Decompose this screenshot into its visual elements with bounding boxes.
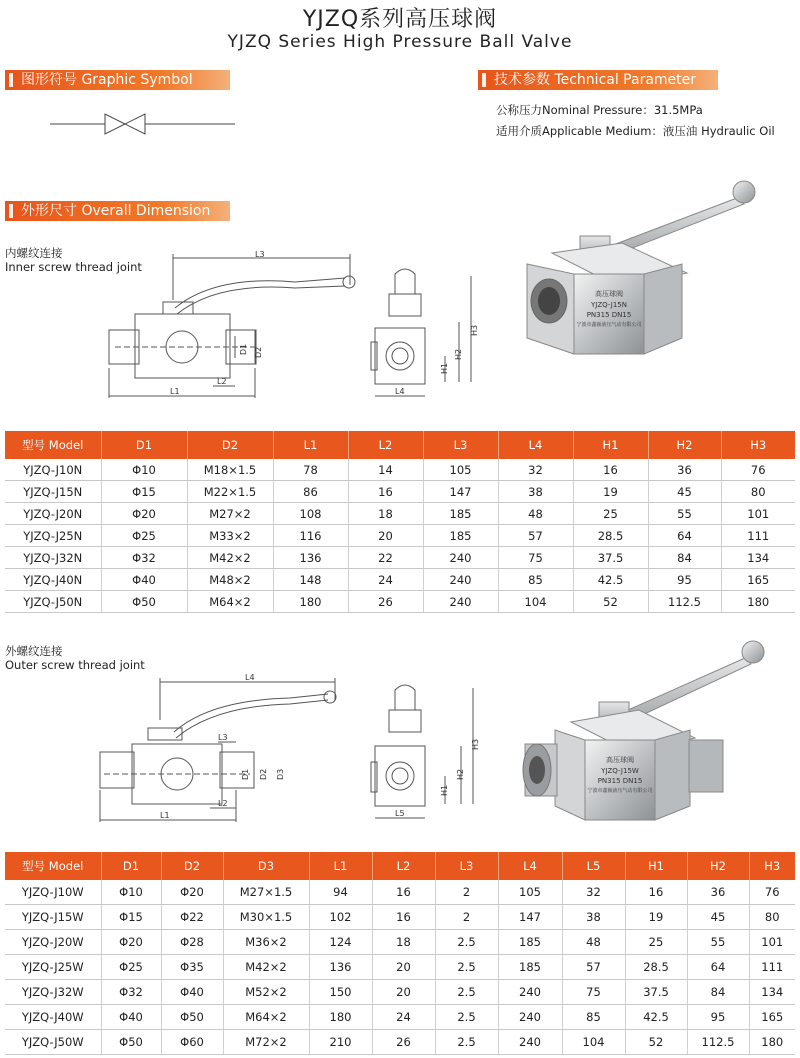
outer-cell: 150 — [309, 980, 372, 1005]
outer-cell: 76 — [749, 880, 795, 905]
table-row — [5, 503, 795, 525]
inner-cell: Φ20 — [101, 503, 187, 525]
outer-photo-text-3: 宁波市鑫瓯液压气动有限公司 — [587, 788, 653, 794]
outer-cell: 25 — [625, 930, 687, 955]
outer-cell: YJZQ-J20W — [5, 930, 101, 955]
section-technical-parameter — [478, 70, 718, 90]
inner-cell: 14 — [348, 459, 423, 481]
inner-cell: Φ32 — [101, 547, 187, 569]
inner-cell: 38 — [498, 481, 573, 503]
inner-cell: 112.5 — [648, 591, 721, 613]
outer-cell: 38 — [562, 905, 625, 930]
outer-cell: 48 — [562, 930, 625, 955]
inner-cell: YJZQ-J50N — [5, 591, 101, 613]
inner-cell: 45 — [648, 481, 721, 503]
table-row — [5, 591, 795, 613]
inner-photo-text-2: PN315 DN15 — [586, 311, 632, 319]
inner-cell: 240 — [423, 591, 498, 613]
inner-cell: 55 — [648, 503, 721, 525]
inner-front-label-l1: L1 — [170, 387, 180, 396]
outer-front-label-l4: L4 — [245, 673, 255, 682]
outer-side-label-h2: H2 — [456, 768, 465, 780]
outer-cell: Φ60 — [161, 1030, 223, 1055]
inner-cell: 20 — [348, 525, 423, 547]
outer-cell: 16 — [625, 880, 687, 905]
outer-cell: Φ15 — [101, 905, 161, 930]
outer-cell: 2.5 — [435, 1030, 498, 1055]
table-row — [5, 930, 795, 955]
outer-cell: 57 — [562, 955, 625, 980]
outer-table-header — [5, 852, 795, 880]
outer-cell: 2.5 — [435, 980, 498, 1005]
outer-cell: YJZQ-J25W — [5, 955, 101, 980]
inner-table-header — [5, 431, 795, 459]
inner-cell: YJZQ-J32N — [5, 547, 101, 569]
table-row — [5, 525, 795, 547]
outer-cell: Φ40 — [161, 980, 223, 1005]
outer-cell: Φ35 — [161, 955, 223, 980]
outer-cell: 112.5 — [687, 1030, 749, 1055]
inner-cell: YJZQ-J25N — [5, 525, 101, 547]
inner-cell: YJZQ-J20N — [5, 503, 101, 525]
outer-cell: Φ50 — [101, 1030, 161, 1055]
outer-cell: Φ22 — [161, 905, 223, 930]
inner-header-cell: L1 — [273, 431, 348, 459]
inner-joint-label-en: Inner screw thread joint — [5, 260, 142, 274]
inner-cell: 32 — [498, 459, 573, 481]
inner-cell: 148 — [273, 569, 348, 591]
outer-cell: 180 — [749, 1030, 795, 1055]
outer-side-label-h3: H3 — [471, 738, 480, 750]
outer-cell: 240 — [498, 980, 562, 1005]
inner-front-label-l3: L3 — [255, 250, 265, 259]
outer-cell: 147 — [498, 905, 562, 930]
inner-cell: 134 — [721, 547, 795, 569]
outer-cell: 42.5 — [625, 1005, 687, 1030]
outer-header-cell: L1 — [309, 852, 372, 880]
table-row — [5, 905, 795, 930]
inner-cell: 185 — [423, 503, 498, 525]
inner-cell: 42.5 — [573, 569, 648, 591]
inner-cell: 165 — [721, 569, 795, 591]
inner-cell: Φ10 — [101, 459, 187, 481]
outer-cell: 37.5 — [625, 980, 687, 1005]
section-graphic-symbol-label: 图形符号 Graphic Symbol — [21, 72, 193, 88]
outer-cell: 165 — [749, 1005, 795, 1030]
param-pressure: 公称压力Nominal Pressure：31.5MPa — [496, 103, 703, 117]
inner-table-body — [5, 459, 795, 613]
outer-cell: Φ28 — [161, 930, 223, 955]
outer-cell: 20 — [372, 955, 435, 980]
outer-cell: 84 — [687, 980, 749, 1005]
outer-cell: 102 — [309, 905, 372, 930]
outer-cell: 20 — [372, 980, 435, 1005]
outer-cell: 36 — [687, 880, 749, 905]
outer-header-cell: L2 — [372, 852, 435, 880]
outer-cell: M30×1.5 — [223, 905, 309, 930]
outer-side-label-h1: H1 — [440, 784, 449, 796]
inner-cell: 104 — [498, 591, 573, 613]
inner-cell: 25 — [573, 503, 648, 525]
inner-cell: 76 — [721, 459, 795, 481]
outer-front-drawing — [90, 670, 370, 830]
table-row — [5, 955, 795, 980]
inner-cell: M27×2 — [187, 503, 273, 525]
outer-cell: YJZQ-J10W — [5, 880, 101, 905]
inner-cell: 86 — [273, 481, 348, 503]
outer-cell: 55 — [687, 930, 749, 955]
outer-cell: 2 — [435, 905, 498, 930]
inner-cell: 78 — [273, 459, 348, 481]
inner-header-cell: H3 — [721, 431, 795, 459]
inner-side-drawing — [365, 262, 495, 407]
inner-cell: YJZQ-J15N — [5, 481, 101, 503]
outer-cell: 185 — [498, 955, 562, 980]
outer-side-drawing — [365, 680, 495, 830]
inner-front-label-l2: L2 — [217, 377, 227, 386]
inner-header-cell: H1 — [573, 431, 648, 459]
inner-side-label-l4: L4 — [395, 387, 405, 396]
outer-cell: M64×2 — [223, 1005, 309, 1030]
outer-cell: 185 — [498, 930, 562, 955]
outer-header-cell: H2 — [687, 852, 749, 880]
outer-cell: 75 — [562, 980, 625, 1005]
inner-cell: 52 — [573, 591, 648, 613]
outer-table-body — [5, 880, 795, 1055]
inner-cell: M22×1.5 — [187, 481, 273, 503]
outer-cell: YJZQ-J50W — [5, 1030, 101, 1055]
inner-cell: 240 — [423, 547, 498, 569]
outer-cell: M27×1.5 — [223, 880, 309, 905]
inner-cell: Φ40 — [101, 569, 187, 591]
outer-header-cell: H3 — [749, 852, 795, 880]
inner-cell: 95 — [648, 569, 721, 591]
section-graphic-symbol — [5, 70, 230, 90]
outer-photo-text-0: 高压球阀 — [606, 756, 634, 764]
inner-header-cell: D2 — [187, 431, 273, 459]
inner-cell: 36 — [648, 459, 721, 481]
outer-cell: Φ40 — [101, 1005, 161, 1030]
inner-cell: M33×2 — [187, 525, 273, 547]
inner-front-label-d2: D2 — [254, 346, 263, 358]
outer-cell: 240 — [498, 1005, 562, 1030]
outer-cell: 2.5 — [435, 930, 498, 955]
outer-cell: M42×2 — [223, 955, 309, 980]
outer-cell: 124 — [309, 930, 372, 955]
inner-cell: 48 — [498, 503, 573, 525]
inner-cell: 180 — [273, 591, 348, 613]
inner-cell: M64×2 — [187, 591, 273, 613]
inner-front-drawing — [95, 250, 365, 410]
outer-cell: Φ50 — [161, 1005, 223, 1030]
inner-cell: 105 — [423, 459, 498, 481]
outer-cell: YJZQ-J15W — [5, 905, 101, 930]
outer-front-label-l1: L1 — [160, 811, 170, 820]
inner-cell: YJZQ-J40N — [5, 569, 101, 591]
outer-cell: 24 — [372, 1005, 435, 1030]
outer-cell: 80 — [749, 905, 795, 930]
outer-cell: 136 — [309, 955, 372, 980]
inner-cell: Φ50 — [101, 591, 187, 613]
outer-cell: 26 — [372, 1030, 435, 1055]
outer-cell: Φ20 — [101, 930, 161, 955]
inner-photo-text-1: YJZQ-J15N — [591, 301, 627, 309]
outer-header-cell: 型号 Model — [5, 852, 101, 880]
outer-joint-label-cn: 外螺纹连接 — [5, 644, 63, 658]
inner-header-cell: L4 — [498, 431, 573, 459]
outer-valve-photo — [515, 640, 785, 830]
inner-cell: 75 — [498, 547, 573, 569]
outer-header-cell: L5 — [562, 852, 625, 880]
outer-cell: 2 — [435, 880, 498, 905]
inner-header-cell: H2 — [648, 431, 721, 459]
inner-header-cell: L3 — [423, 431, 498, 459]
table-row — [5, 1030, 795, 1055]
table-row — [5, 880, 795, 905]
outer-header-cell: D2 — [161, 852, 223, 880]
section-technical-parameter-label: 技术参数 Technical Parameter — [494, 72, 697, 88]
outer-cell: 111 — [749, 955, 795, 980]
outer-cell: Φ25 — [101, 955, 161, 980]
outer-header-cell: L4 — [498, 852, 562, 880]
outer-header-cell: L3 — [435, 852, 498, 880]
table-row — [5, 547, 795, 569]
inner-cell: 16 — [573, 459, 648, 481]
inner-cell: M18×1.5 — [187, 459, 273, 481]
outer-cell: 134 — [749, 980, 795, 1005]
page-title-en: YJZQ Series High Pressure Ball Valve — [227, 32, 573, 52]
outer-cell: M72×2 — [223, 1030, 309, 1055]
section-overall-dimension — [5, 201, 230, 221]
outer-header-cell: D1 — [101, 852, 161, 880]
outer-spec-table — [5, 852, 795, 1055]
inner-cell: 24 — [348, 569, 423, 591]
table-row — [5, 481, 795, 503]
outer-cell: YJZQ-J32W — [5, 980, 101, 1005]
outer-cell: 240 — [498, 1030, 562, 1055]
inner-cell: Φ15 — [101, 481, 187, 503]
outer-cell: 32 — [562, 880, 625, 905]
inner-cell: 240 — [423, 569, 498, 591]
outer-cell: 104 — [562, 1030, 625, 1055]
inner-cell: 84 — [648, 547, 721, 569]
outer-cell: 94 — [309, 880, 372, 905]
outer-header-cell: D3 — [223, 852, 309, 880]
outer-cell: 2.5 — [435, 1005, 498, 1030]
outer-header-cell: H1 — [625, 852, 687, 880]
outer-cell: 101 — [749, 930, 795, 955]
inner-header-cell: D1 — [101, 431, 187, 459]
inner-cell: 22 — [348, 547, 423, 569]
outer-cell: Φ20 — [161, 880, 223, 905]
outer-front-label-l3: L3 — [218, 733, 228, 742]
outer-photo-text-2: PN315 DN15 — [597, 777, 643, 785]
inner-cell: 16 — [348, 481, 423, 503]
inner-cell: 111 — [721, 525, 795, 547]
outer-cell: 210 — [309, 1030, 372, 1055]
inner-side-label-h1: H1 — [440, 362, 449, 374]
outer-cell: 2.5 — [435, 955, 498, 980]
table-row — [5, 1005, 795, 1030]
inner-cell: 136 — [273, 547, 348, 569]
inner-joint-label-cn: 内螺纹连接 — [5, 246, 63, 260]
outer-cell: M52×2 — [223, 980, 309, 1005]
inner-cell: 19 — [573, 481, 648, 503]
outer-joint-label — [5, 644, 145, 672]
inner-header-cell: L2 — [348, 431, 423, 459]
inner-cell: Φ25 — [101, 525, 187, 547]
inner-photo-text-0: 高压球阀 — [595, 290, 623, 298]
inner-cell: 26 — [348, 591, 423, 613]
outer-cell: 28.5 — [625, 955, 687, 980]
outer-photo-text-1: YJZQ-J15W — [601, 767, 639, 775]
inner-cell: 37.5 — [573, 547, 648, 569]
inner-spec-table — [5, 431, 795, 613]
outer-front-label-d3: D3 — [276, 768, 285, 780]
inner-cell: 147 — [423, 481, 498, 503]
outer-cell: 16 — [372, 905, 435, 930]
outer-front-label-d1: D1 — [241, 768, 250, 780]
table-row — [5, 980, 795, 1005]
outer-cell: 64 — [687, 955, 749, 980]
inner-header-cell: 型号 Model — [5, 431, 101, 459]
inner-cell: 185 — [423, 525, 498, 547]
inner-cell: 18 — [348, 503, 423, 525]
outer-cell: 105 — [498, 880, 562, 905]
inner-cell: 28.5 — [573, 525, 648, 547]
inner-cell: 101 — [721, 503, 795, 525]
inner-cell: M42×2 — [187, 547, 273, 569]
outer-cell: Φ10 — [101, 880, 161, 905]
outer-front-label-d2: D2 — [259, 768, 268, 780]
inner-cell: M48×2 — [187, 569, 273, 591]
inner-cell: YJZQ-J10N — [5, 459, 101, 481]
inner-front-label-d1: D1 — [239, 343, 248, 355]
inner-cell: 108 — [273, 503, 348, 525]
inner-side-label-h3: H3 — [470, 324, 479, 336]
inner-valve-photo — [512, 178, 782, 363]
outer-cell: 52 — [625, 1030, 687, 1055]
param-medium: 适用介质Applicable Medium：液压油 Hydraulic Oil — [496, 124, 775, 138]
section-overall-dimension-label: 外形尺寸 Overall Dimension — [21, 203, 211, 219]
table-row — [5, 459, 795, 481]
outer-cell: 16 — [372, 880, 435, 905]
outer-side-label-l5: L5 — [395, 809, 405, 818]
inner-cell: 180 — [721, 591, 795, 613]
outer-cell: YJZQ-J40W — [5, 1005, 101, 1030]
valve-graphic-symbol — [50, 110, 240, 138]
inner-cell: 80 — [721, 481, 795, 503]
outer-cell: 85 — [562, 1005, 625, 1030]
inner-cell: 116 — [273, 525, 348, 547]
outer-cell: 19 — [625, 905, 687, 930]
inner-side-label-h2: H2 — [454, 348, 463, 360]
table-row — [5, 569, 795, 591]
inner-cell: 57 — [498, 525, 573, 547]
outer-cell: M36×2 — [223, 930, 309, 955]
outer-cell: 18 — [372, 930, 435, 955]
page-title-cn: YJZQ系列高压球阀 — [302, 7, 498, 32]
inner-photo-text-3: 宁波市鑫瓯液压气动有限公司 — [576, 322, 642, 328]
outer-cell: 95 — [687, 1005, 749, 1030]
outer-cell: 45 — [687, 905, 749, 930]
outer-joint-label-en: Outer screw thread joint — [5, 658, 145, 672]
outer-cell: Φ32 — [101, 980, 161, 1005]
outer-cell: 180 — [309, 1005, 372, 1030]
inner-cell: 64 — [648, 525, 721, 547]
inner-cell: 85 — [498, 569, 573, 591]
outer-front-label-l2: L2 — [218, 799, 228, 808]
